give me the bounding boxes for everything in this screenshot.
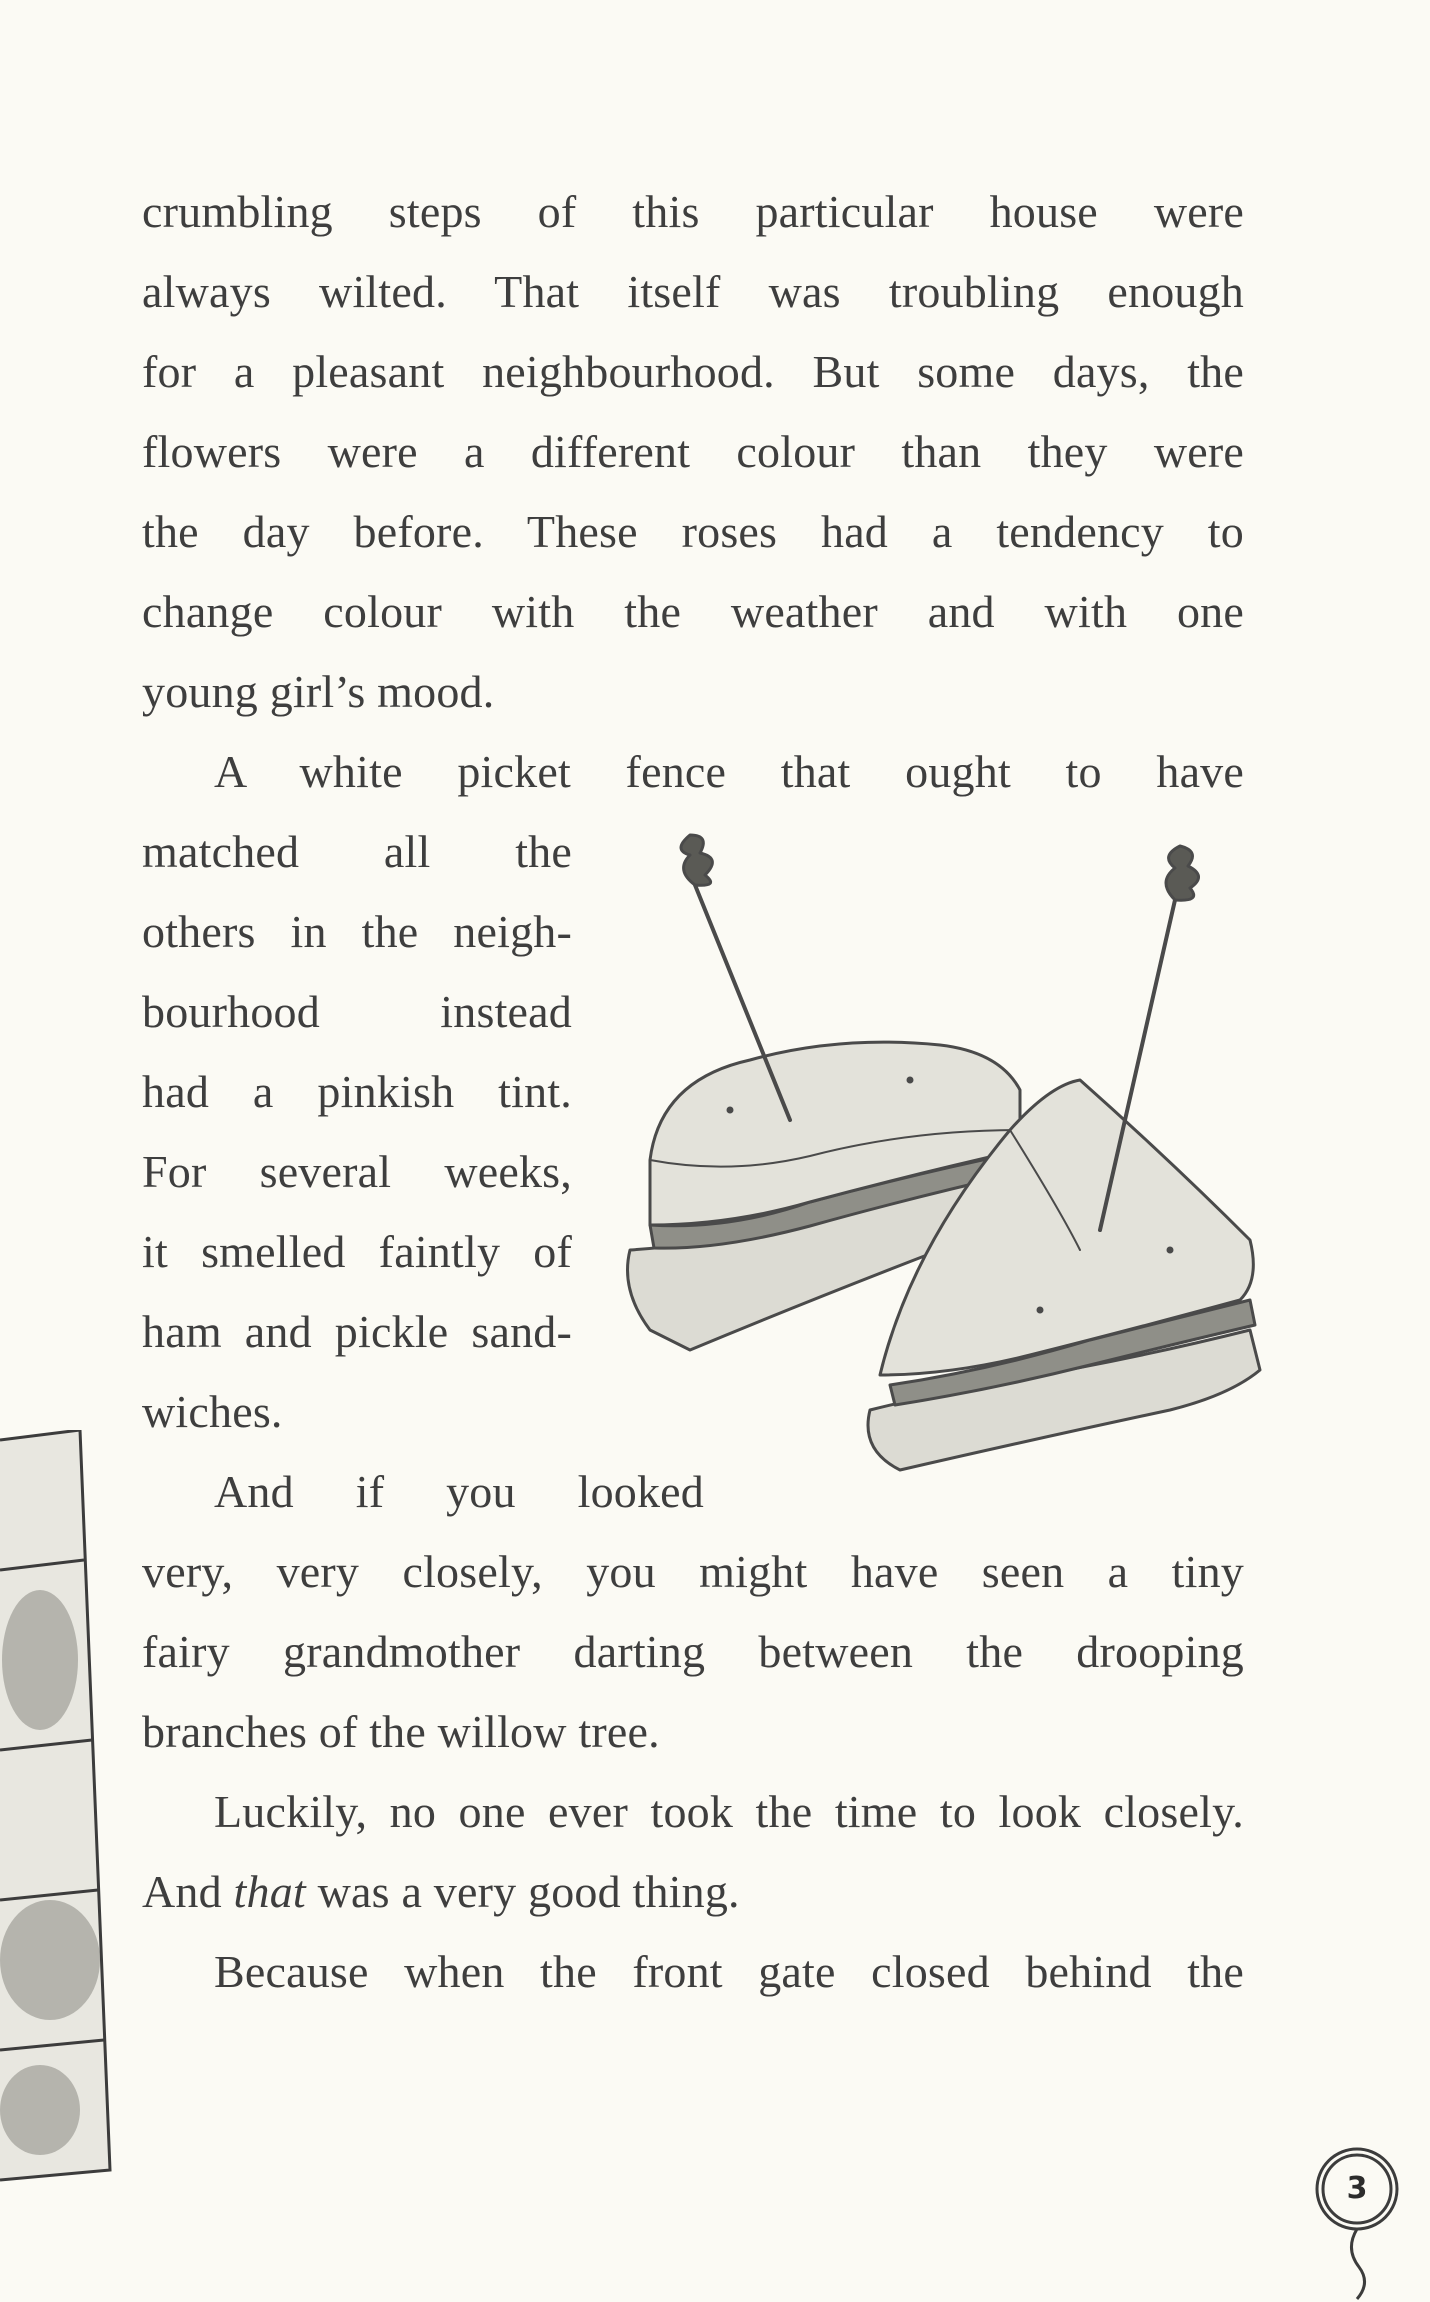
illustration-edge: [0, 1430, 120, 2190]
text-line: very, very closely, you might have seen a tiny: [142, 1546, 1244, 1597]
text-line: change colour with the weather and with one: [142, 586, 1244, 637]
text-line: Luckily, no one ever took the time to look closely.: [214, 1786, 1244, 1837]
text-line: the day before. These roses had a tendency to: [142, 506, 1244, 557]
text-line: For several weeks,: [142, 1146, 572, 1197]
text-line: had a pinkish tint.: [142, 1066, 572, 1117]
text-fragment: was a very good thing.: [305, 1866, 740, 1917]
text-line: matched all the: [142, 826, 572, 877]
text-line: it smelled faintly of: [142, 1226, 572, 1277]
text-line: fairy grandmother darting between the drooping: [142, 1626, 1244, 1677]
emphasis-text: that: [233, 1866, 306, 1917]
text-line: crumbling steps of this particular house were: [142, 186, 1244, 237]
text-fragment: And: [142, 1866, 234, 1917]
sandwich-icon: [610, 830, 1290, 1500]
text-line: wiches.: [142, 1386, 283, 1437]
text-line: always wilted. That itself was troubling enough: [142, 266, 1244, 317]
text-line: bourhood instead: [142, 986, 572, 1037]
text-line: flowers were a different colour than they were: [142, 426, 1244, 477]
text-line: ham and pickle sand-: [142, 1306, 572, 1357]
text-line: others in the neigh-: [142, 906, 572, 957]
text-line: young girl’s mood.: [142, 666, 495, 717]
text-line: Because when the front gate closed behind the: [214, 1946, 1244, 1997]
text-line: And if you looked: [214, 1466, 704, 1517]
page-number: 3: [1346, 2171, 1368, 2206]
text-line: A white picket fence that ought to have: [214, 746, 1244, 797]
text-line: branches of the willow tree.: [142, 1706, 660, 1757]
text-line: for a pleasant neighbourhood. But some days, the: [142, 346, 1244, 397]
text-line: [142, 1852, 740, 1932]
